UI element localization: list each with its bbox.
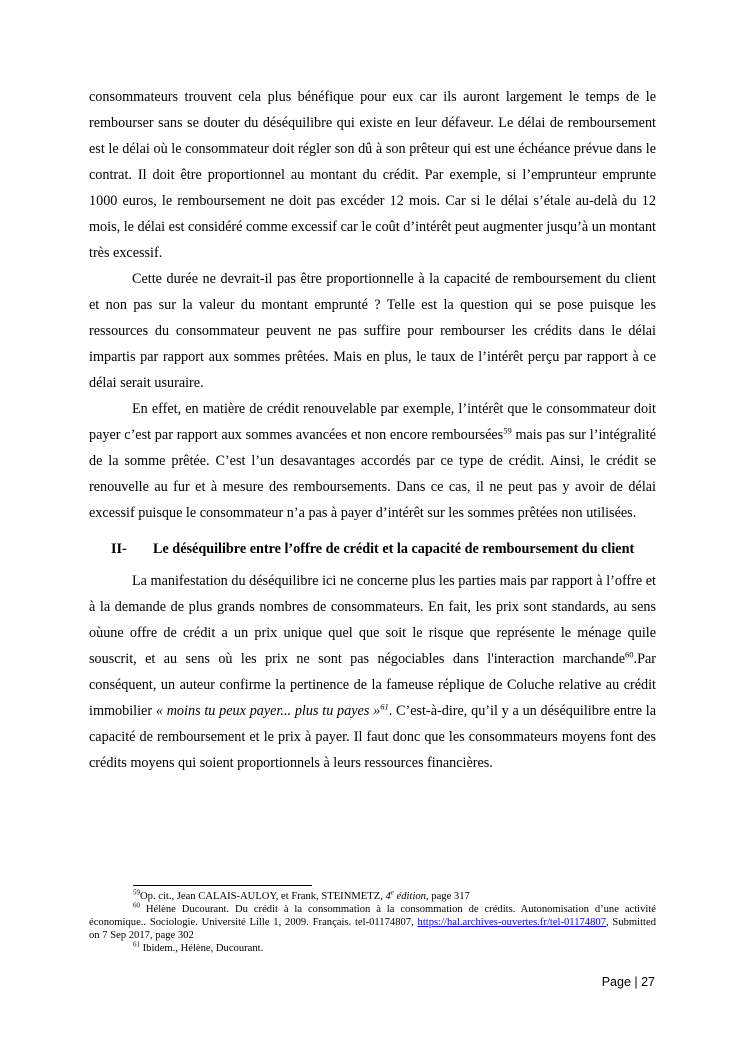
paragraph-3-text-a: En effet, en matière de crédit renouvelable par exemple, l’intérêt que le consommateur doit payer c’est par rapport aux sommes avancées et non encore remboursées	[89, 401, 656, 443]
footnote-ref-60[interactable]: 60	[625, 649, 634, 660]
footnote-ref-61[interactable]: 61	[380, 701, 389, 712]
page-number: Page | 27	[601, 975, 655, 989]
hal-archive-link[interactable]: https://hal.archives-ouvertes.fr/tel-01174807	[417, 917, 606, 928]
footnote-ref-59[interactable]: 59	[503, 425, 512, 436]
section-title: Le déséquilibre entre l’offre de crédit et la capacité de remboursement du client	[153, 541, 635, 557]
paragraph-4-text-c: . C’est-à-dire, qu’il y a un déséquilibre entre la capacité de remboursement et le prix à payer. Il faut donc que les consommateurs moyens font des crédits moyens qui soient proportionnels à leurs ressources financières.	[89, 703, 656, 771]
footnote-60: $^{60}$ Hélène Ducourant. Du crédit à la consommation à la consommation de crédits. Autonomisation d’une activité économique.. Sociologie. Université Lille 1, 2009. Français. tel-01174807, https://hal.archives-ouvertes.fr/tel-01174807, Submitted on 7 Sep 2017, page 302	[89, 901, 656, 941]
edition-label: 4e édition	[385, 888, 426, 902]
footnotes	[89, 890, 656, 955]
section-number: II-	[111, 541, 127, 557]
paragraph-1: consommateurs trouvent cela plus bénéfique pour eux car ils auront largement le temps de le rembourser sans se douter du déséquilibre qui existe en leur défaveur. Le délai de remboursement est le délai où le consommateur doit régler son dû à son prêteur qui est une échéance prévue dans le contrat. Il doit être proportionnel au montant du crédit. Par exemple, si l’emprunteur emprunte 1000 euros, le remboursement ne doit pas excéder 12 mois. Car si le délai s’étale au-delà du 12 mois, le délai est considéré comme excessif car le coût d’intérêt peut augmenter jusqu’à un montant très excessif.	[89, 89, 656, 261]
section-heading	[89, 536, 656, 562]
paragraph-3-text-b: mais pas sur l’intégralité de la somme prêtée. C’est l’un desavantages accordés par ce type de crédit. Ainsi, le crédit se renouvelle au fur et à mesure des remboursements. Dans ce cas, il ne peut pas y avoir de délai excessif puisque le consommateur n’a pas à payer d’intérêt sur les sommes prêtées non utilisées.	[89, 427, 656, 521]
paragraph-3	[89, 396, 656, 526]
footnote-61: $^{61}$ Ibidem., Hélène, Ducourant.	[133, 940, 264, 954]
paragraph-2: Cette durée ne devrait-il pas être proportionnelle à la capacité de remboursement du client et non pas sur la valeur du montant emprunté ? Telle est la question qui se pose puisque les ressources du consommateur peuvent ne pas suffire pour rembourser les crédits dans le délai impartis par rapport aux sommes prêtées. Mais en plus, le taux de l’intérêt perçu par rapport à ce délai serait usuraire.	[89, 271, 656, 391]
paragraph-4-text-b: .Par conséquent, un auteur confirme la pertinence de la fameuse réplique de Coluche relative au crédit immobilier	[89, 651, 656, 719]
footnote-59: $^{59}$Op. cit., Jean CALAIS-AULOY, et Frank, STEINMETZ, 4e édition, page 317	[133, 888, 470, 902]
page-body	[89, 84, 656, 776]
paragraph-4-text-a: La manifestation du déséquilibre ici ne concerne plus les parties mais par rapport à l’offre et à la demande de plus grands nombres de consommateurs. En fait, les prix sont standards, au sens oùune offre de crédit a un prix unique quel que soit le risque que représente le ménage quile souscrit, et au sens où les prix ne sont pas négociables dans l'interaction marchande	[89, 573, 656, 667]
paragraph-4	[89, 568, 656, 776]
coluche-quote: « moins tu peux payer... plus tu payes »	[155, 703, 381, 719]
footnote-separator	[133, 885, 312, 886]
